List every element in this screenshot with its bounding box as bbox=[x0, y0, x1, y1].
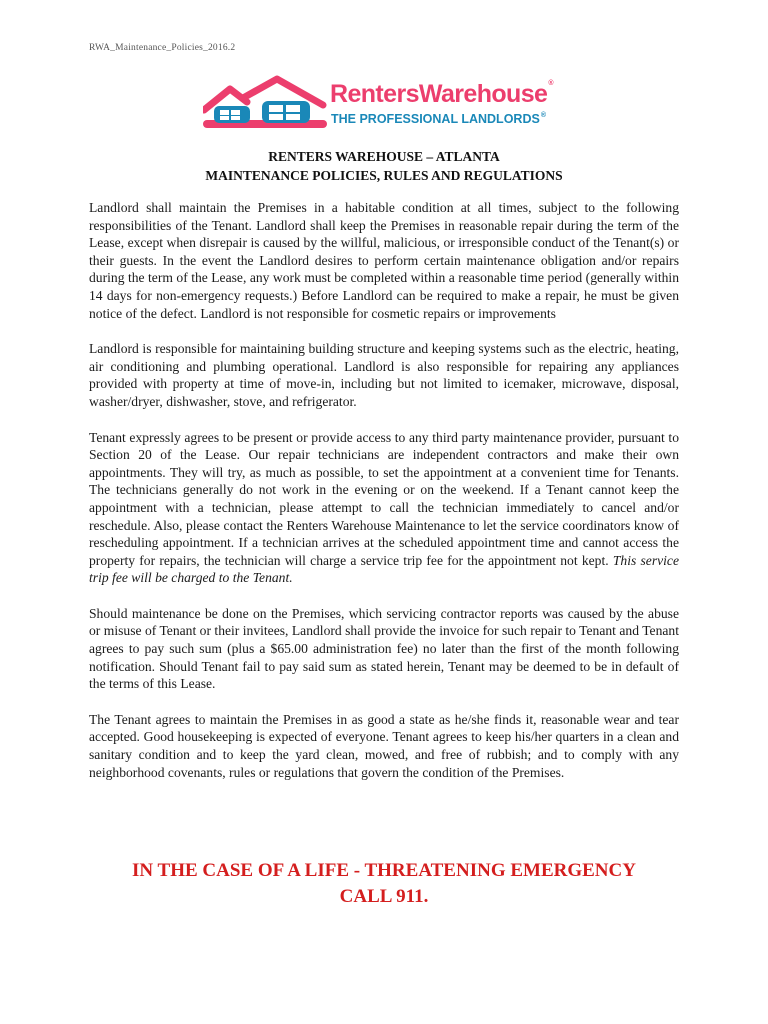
document-titles bbox=[89, 147, 679, 185]
houses-icon bbox=[203, 74, 333, 132]
logo-brand-name: RentersWarehouse® bbox=[330, 80, 553, 108]
title-policies: MAINTENANCE POLICIES, RULES AND REGULATIONS bbox=[205, 168, 563, 183]
logo-tagline: THE PROFESSIONAL LANDLORDS® bbox=[331, 112, 546, 126]
service-trip-fee-note: This service trip fee will be charged to the Tenant. bbox=[89, 552, 679, 586]
renters-warehouse-logo bbox=[203, 74, 575, 132]
emergency-line-1: IN THE CASE OF A LIFE - THREATENING EMERGENCY bbox=[132, 860, 636, 881]
paragraph-landlord-maintenance: Landlord shall maintain the Premises in a habitable condition at all times, subject to the following responsibilities of the Tenant. Landlord shall keep the Premises in reasonable repair during the term of the Lease, except when disrepair is caused by the willful, malicious, or irresponsible conduct of the Tenant(s) or their guests. In the event the Landlord desires to perform certain maintenance obligation and/or repairs during the term of the Lease, any work must be completed within a reasonable time period (generally within 14 days for non-emergency requests.) Before Landlord can be required to make a repair, he must be given notice of the defect. Landlord is not responsible for cosmetic repairs or improvements bbox=[89, 200, 679, 321]
paragraph-tenant-access bbox=[89, 429, 679, 587]
paragraph-tenant-damage: Should maintenance be done on the Premises, which servicing contractor reports was caused by the abuse or misuse of Tenant or their invitees, Landlord shall provide the invoice for such repair to Tenant and Tenant agrees to pay such sum (plus a $65.00 administration fee) no later than the first of the month following notification. Should Tenant fail to pay said sum as stated herein, Tenant may be deemed to be in default of the terms of this Lease. bbox=[89, 605, 679, 692]
document-body bbox=[89, 199, 679, 799]
document-id: RWA_Maintenance_Policies_2016.2 bbox=[89, 43, 236, 53]
emergency-line-2: CALL 911. bbox=[339, 886, 429, 907]
paragraph-tenant-access-text: Tenant expressly agrees to be present or provide access to any third party maintenance provider, pursuant to Section 20 of the Lease. Our repair technicians are independent contractors and make their own appointments. They will try, as much as possible, to set the appointment at a convenient time for Tenants. The technicians generally do not work in the evening or on the weekend. If a Tenant cannot keep the appointment with a technician, please attempt to call the technician immediately to cancel and/or reschedule. Also, please contact the Renters Warehouse Maintenance to let the service coordinators know of rescheduling appointment. If a technician arrives at the scheduled appointment time and cannot access the property for repairs, the technician will charge a service trip fee for the appointment not kept. bbox=[89, 429, 679, 568]
emergency-notice bbox=[89, 858, 679, 910]
paragraph-landlord-responsibilities: Landlord is responsible for maintaining building structure and keeping systems such as the electric, heating, air conditioning and plumbing operational. Landlord is also responsible for repairing any appliances provided with property at time of move-in, including but not limited to icemaker, microwave, disposal, washer/dryer, dishwasher, stove, and refrigerator. bbox=[89, 341, 679, 409]
title-company: RENTERS WAREHOUSE – ATLANTA bbox=[268, 149, 500, 164]
paragraph-tenant-upkeep: The Tenant agrees to maintain the Premises in as good a state as he/she finds it, reasonable wear and tear accepted. Good housekeeping is expected of everyone. Tenant agrees to keep his/her quarters in a clean and sanitary condition and to keep the yard clean, mowed, and free of rubbish; and to comply with any neighborhood covenants, rules or regulations that govern the condition of the Premises. bbox=[89, 711, 679, 780]
